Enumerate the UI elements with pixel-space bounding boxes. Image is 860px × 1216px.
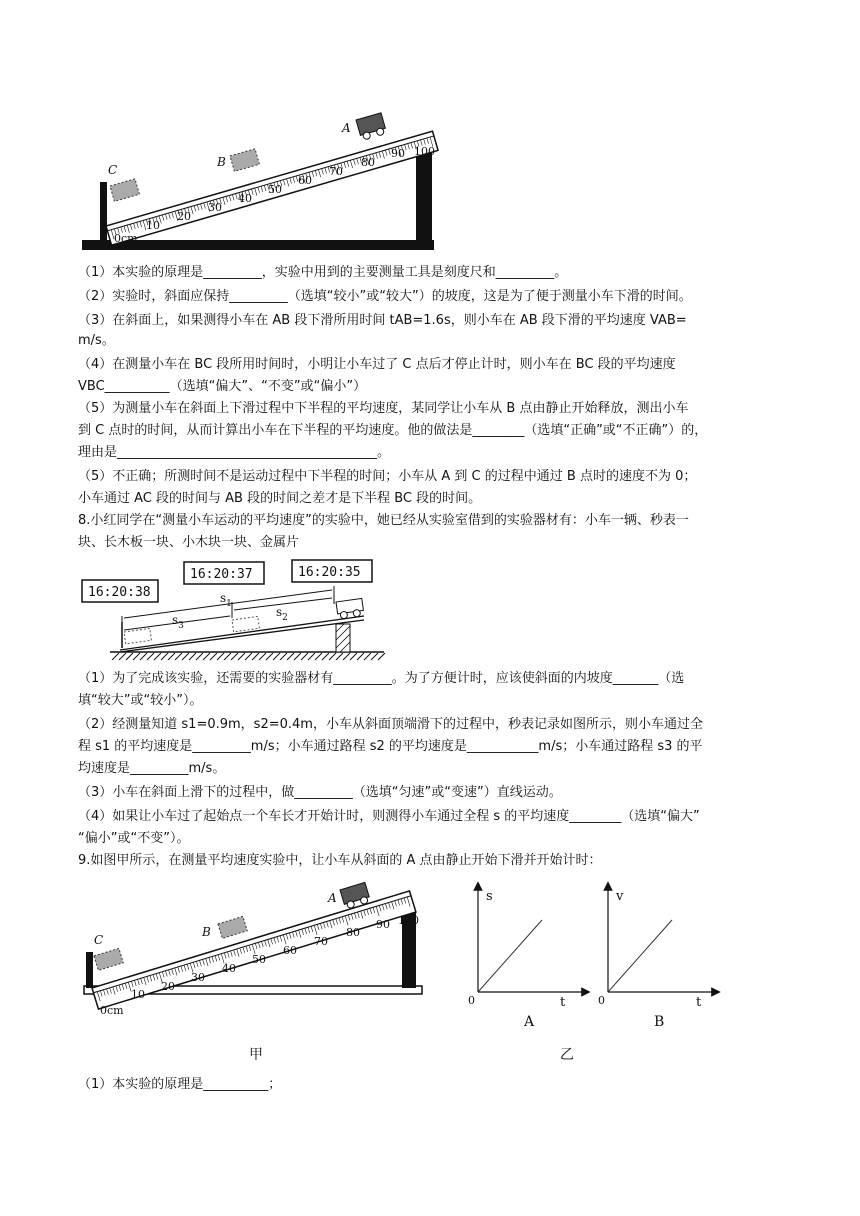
ground-hatch [294, 653, 301, 660]
ground-hatch [217, 653, 224, 660]
origin-label: 0 [598, 994, 605, 1007]
cart-b [218, 916, 247, 938]
ground-hatch [287, 653, 294, 660]
question-line: m/s。 [78, 333, 115, 348]
caption-left: 甲 [249, 1047, 263, 1063]
stop-plate [100, 182, 107, 242]
point-label-c: C [94, 933, 104, 947]
ground-hatch [364, 653, 371, 660]
ruler-number: 40 [238, 192, 252, 205]
origin-label: 0 [468, 994, 475, 1007]
cart-end [124, 628, 151, 644]
question-line: VBC__________（选填“偏大”、“不变”或“偏小”） [78, 379, 367, 394]
answer-line: 小车通过 AC 段的时间与 AB 段的时间之差才是下半程 BC 段的时间。 [78, 491, 482, 506]
x-axis-label: t [560, 995, 566, 1010]
ground-hatch [161, 653, 168, 660]
ruler-number: 60 [298, 174, 312, 187]
ground-hatch [175, 653, 182, 660]
ground-hatch [280, 653, 287, 660]
question-line: 到 C 点时的时间，从而计算出小车在下半程的平均速度。他的做法是________（选填“正确”或“不正确”）的， [78, 423, 708, 438]
ruler-number: 70 [314, 935, 328, 948]
label-s1: $s_1$ [220, 591, 232, 609]
ruler-number: 20 [177, 210, 191, 223]
ground-hatch [182, 653, 189, 660]
ruler-number: 10 [146, 219, 160, 232]
ground-hatch [147, 653, 154, 660]
graph-a [460, 880, 590, 1030]
question-line: （1）本实验的原理是__________； [78, 1077, 282, 1092]
clock-left: 16:20:38 [88, 585, 151, 600]
cart-c [110, 179, 139, 202]
point-label-a: A [328, 891, 337, 905]
question-line: （2）实验时，斜面应保持_________（选填“较小”或“较大”）的坡度，这是为了便于测量小车下滑的时间。 [78, 289, 692, 304]
support-post [416, 148, 432, 244]
question-line: 9.如图甲所示，在测量平均速度实验中，让小车从斜面的 A 点由静止开始下滑并开始计时： [78, 853, 602, 868]
ruler-number: 30 [208, 201, 222, 214]
question-line: （4）在测量小车在 BC 段所用时间时，小明让小车过了 C 点后才停止计时，则小车在 BC 段的平均速度 [78, 357, 676, 372]
ruler-number: 40 [222, 962, 236, 975]
ground-hatch [350, 653, 357, 660]
ground-hatch [112, 653, 119, 660]
point-label-b: B [217, 155, 226, 169]
ruler-number: 100 [398, 914, 419, 927]
ground-hatch [252, 653, 259, 660]
cart-a [356, 113, 387, 141]
ruler-number: 70 [329, 165, 343, 178]
question-line: （1）为了完成该实验，还需要的实验器材有_________。为了方便计时，应该使斜面的内坡度_______（选 [78, 671, 685, 686]
ground-hatch [238, 653, 245, 660]
ruler-number: 50 [268, 183, 282, 196]
ground-hatch [154, 653, 161, 660]
figure-incline-1 [80, 108, 442, 256]
question-line: （4）如果让小车过了起始点一个车长才开始计时，则测得小车通过全程 s 的平均速度________（选填“偏大” [78, 809, 700, 824]
question-line: （5）为测量小车在斜面上下滑过程中下半程的平均速度，某同学让小车从 B 点由静止开始释放，测出小车 [78, 401, 689, 416]
point-label-a: A [342, 121, 351, 135]
ground-hatch [266, 653, 273, 660]
ground-hatch [119, 653, 126, 660]
ruler-number: 10 [131, 988, 145, 1001]
ground-hatch [189, 653, 196, 660]
point-label-c: C [108, 163, 118, 177]
ground-hatch [168, 653, 175, 660]
ground-hatch [273, 653, 280, 660]
ground-hatch [378, 653, 385, 660]
cart-b [230, 149, 259, 172]
question-line: （3）在斜面上，如果测得小车在 AB 段下滑所用时间 tAB=1.6s，则小车在 AB 段下滑的平均速度 VAB= [78, 313, 687, 328]
ruler-number: 100 [414, 145, 435, 158]
cart-mid [232, 616, 259, 632]
graph-caption: A [524, 1014, 535, 1030]
ground-hatch [371, 653, 378, 660]
question-line: 均速度是_________m/s。 [78, 761, 226, 776]
stop-plate [86, 952, 93, 988]
graph-b [594, 880, 724, 1030]
y-axis-label: v [616, 889, 624, 904]
cart-c [94, 948, 123, 970]
ruler-number: 90 [391, 147, 405, 160]
ruler-number: 50 [252, 953, 266, 966]
ground-hatch [245, 653, 252, 660]
ground-hatch [196, 653, 203, 660]
ground-hatch [126, 653, 133, 660]
ground-hatch [329, 653, 336, 660]
y-axis-label: s [486, 889, 493, 904]
ground-hatch [140, 653, 147, 660]
answer-line: （5）不正确；所测时间不是运动过程中下半程的时间；小车从 A 到 C 的过程中通过 B 点时的速度不为 0； [78, 469, 697, 484]
clock-mid: 16:20:37 [190, 567, 253, 582]
ruler-number: 60 [283, 944, 297, 957]
question-line: 块、长木板一块、小木块一块、金属片 [78, 535, 300, 550]
point-label-b: B [202, 925, 211, 939]
ground-hatch [322, 653, 329, 660]
question-line: 程 s1 的平均速度是_________m/s；小车通过路程 s2 的平均速度是___________m/s；小车通过路程 s3 的平 [78, 739, 703, 754]
ground-hatch [259, 653, 266, 660]
ground-hatch [231, 653, 238, 660]
graph-line [478, 920, 542, 992]
ground-hatch [315, 653, 322, 660]
label-s3: $s_3$ [172, 613, 184, 631]
x-axis-label: t [696, 995, 702, 1010]
ruler-number: 0cm [114, 232, 138, 245]
ruler-number: 30 [191, 971, 205, 984]
ground-hatch [224, 653, 231, 660]
ground-hatch [308, 653, 315, 660]
ground-hatch [343, 653, 350, 660]
ruler-number: 80 [361, 156, 375, 169]
question-line: （1）本实验的原理是_________，实验中用到的主要测量工具是刻度尺和_________。 [78, 265, 568, 280]
graph-caption: B [654, 1014, 665, 1030]
clock-right: 16:20:35 [298, 565, 361, 580]
ruler-number: 90 [376, 918, 390, 931]
question-line: 理由是________________________________________。 [78, 445, 391, 460]
ground-hatch [203, 653, 210, 660]
label-s2: $s_2$ [276, 605, 288, 623]
question-line: “偏小”或“不变”）。 [78, 831, 190, 846]
question-line: 填“较大”或“较小”）。 [78, 693, 203, 708]
ground-hatch [336, 653, 343, 660]
question-line: （2）经测量知道 s1=0.9m，s2=0.4m，小车从斜面顶端滑下的过程中，秒表记录如图所示，则小车通过全 [78, 717, 703, 732]
ground-hatch [133, 653, 140, 660]
graph-line [608, 920, 672, 992]
ruler-number: 20 [161, 980, 175, 993]
ground-hatch [210, 653, 217, 660]
figure-track-clocks [80, 558, 386, 662]
ruler-number: 80 [346, 926, 360, 939]
figure-incline-2 [80, 880, 426, 1020]
question-line: 8.小红同学在“测量小车运动的平均速度”的实验中，她已经从实验室借到的实验器材有：小车一辆、秒表一 [78, 513, 689, 528]
ground-hatch [357, 653, 364, 660]
ruler-number: 0cm [100, 1004, 124, 1017]
question-line: （3）小车在斜面上滑下的过程中，做_________（选填“匀速”或“变速”）直线运动。 [78, 785, 562, 800]
ground-hatch [301, 653, 308, 660]
caption-right: 乙 [560, 1047, 574, 1063]
